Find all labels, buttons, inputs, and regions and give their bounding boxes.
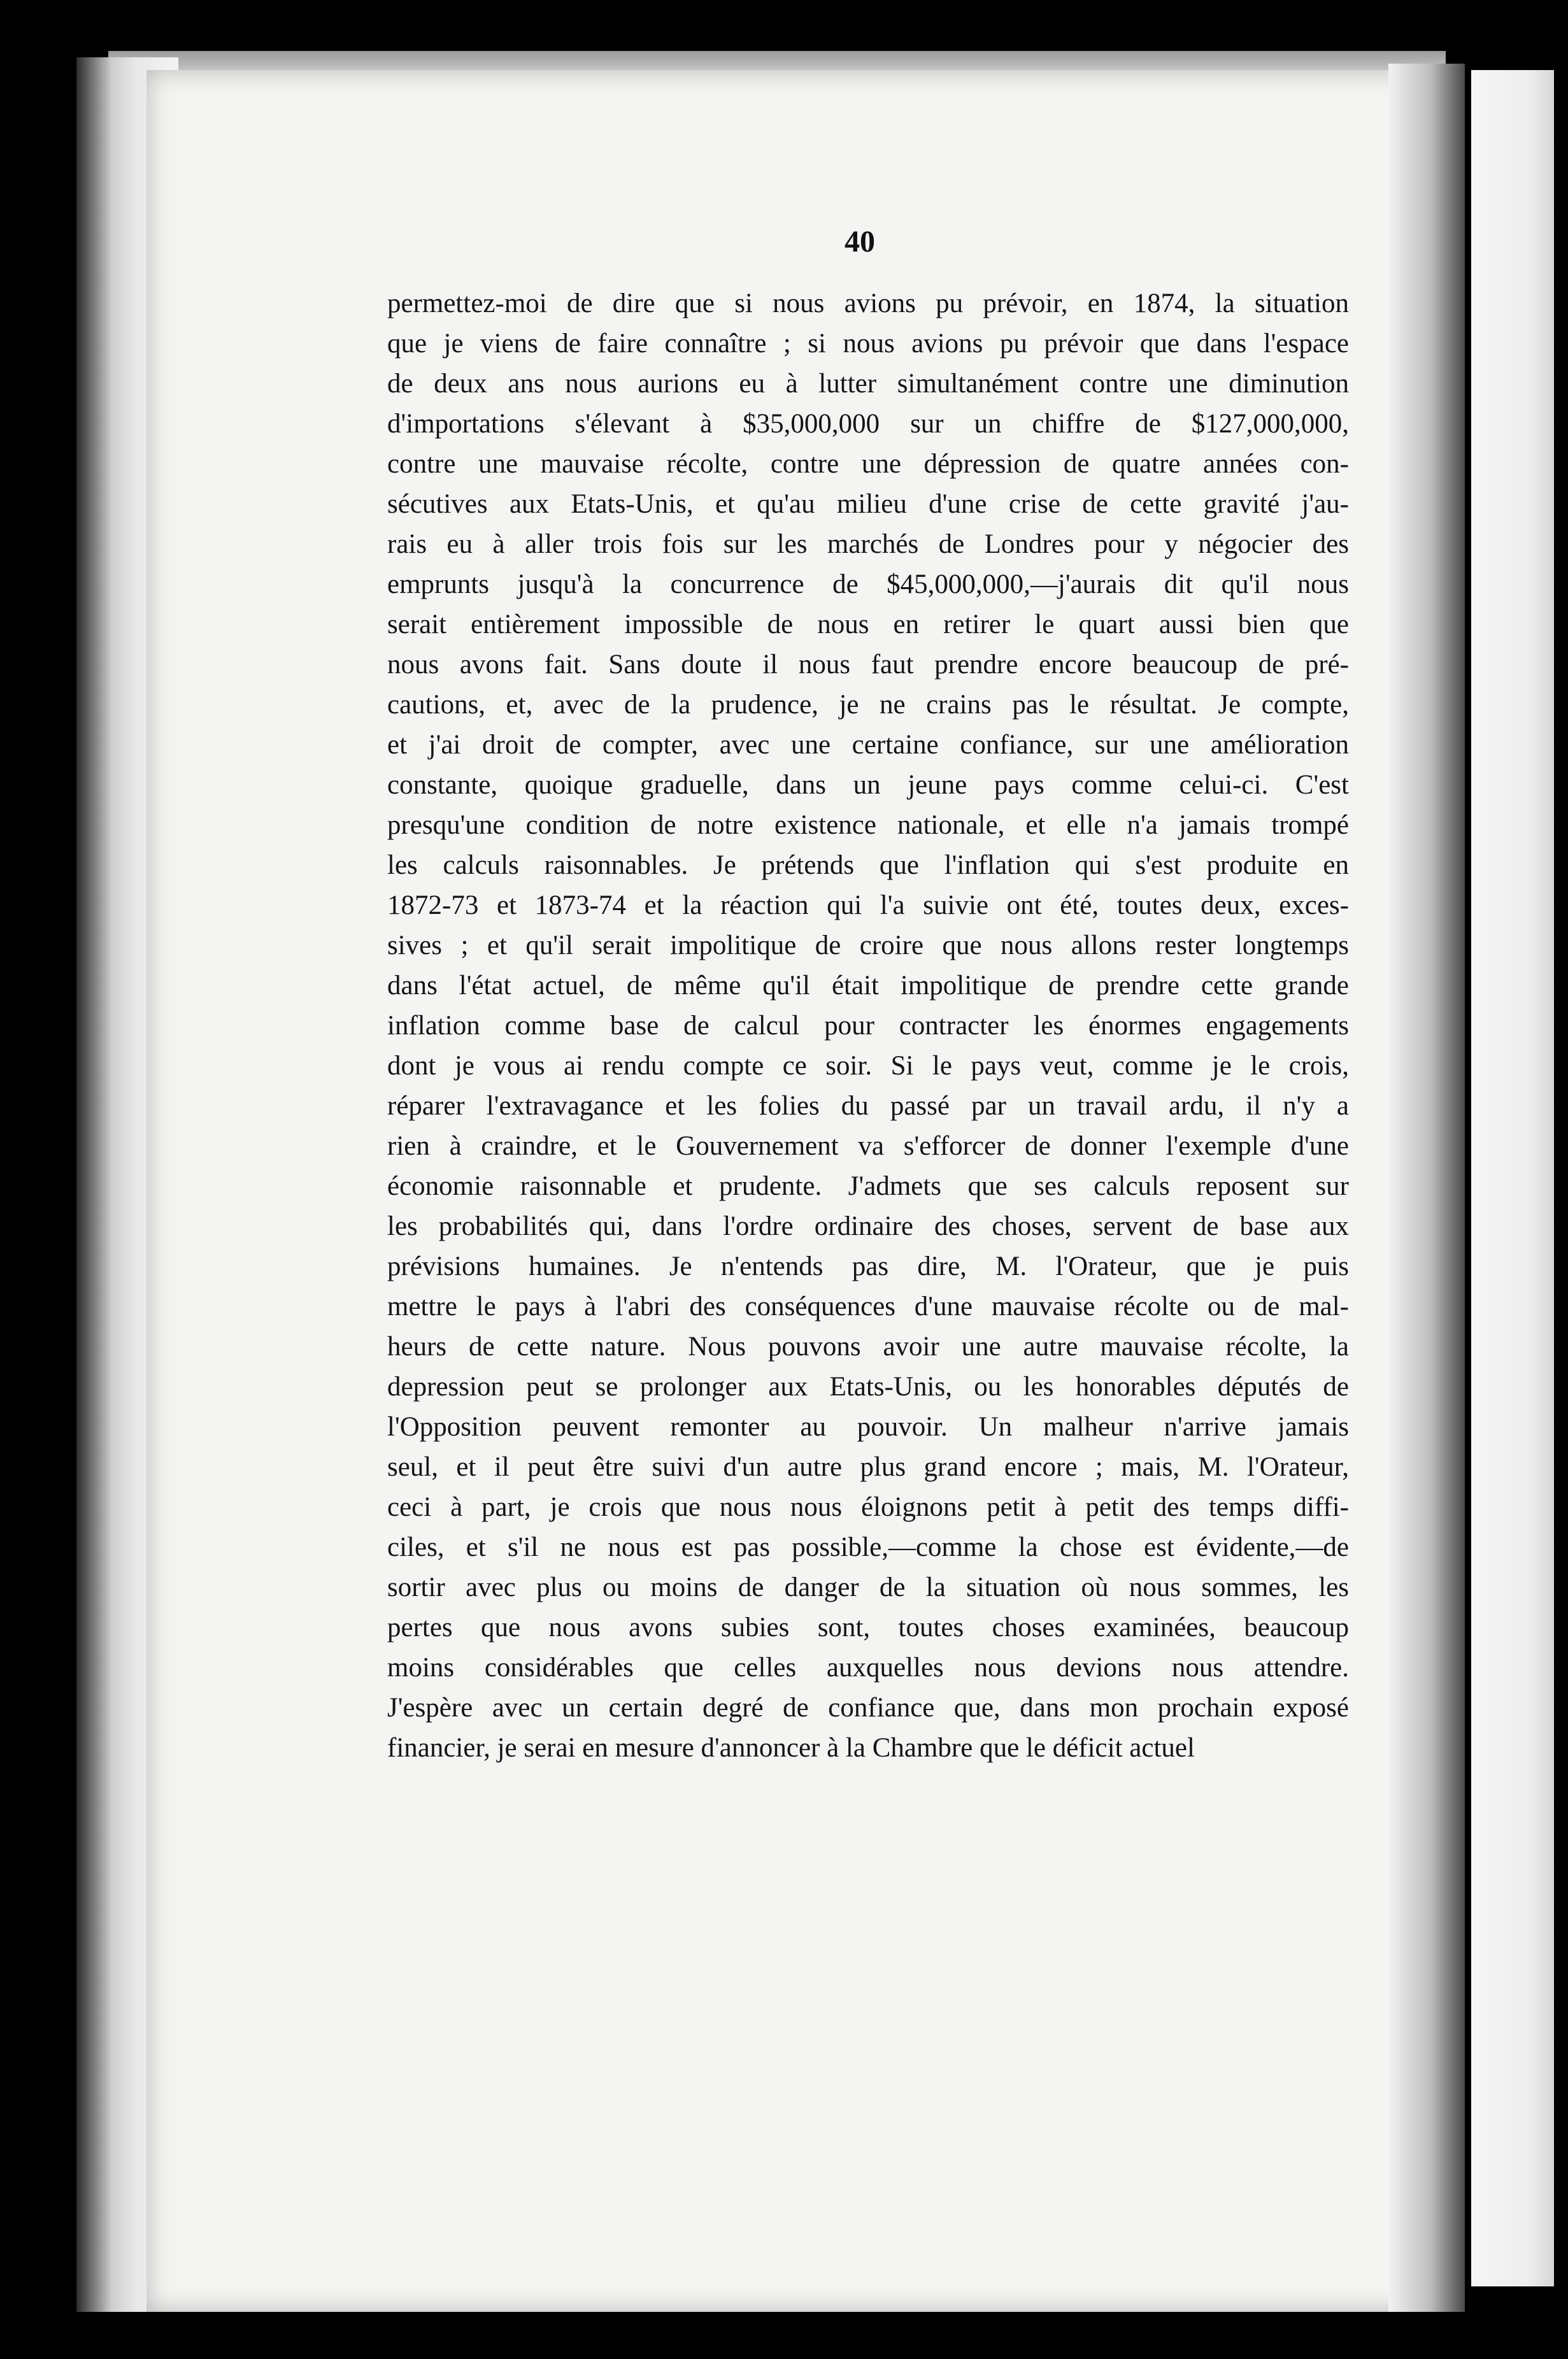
text-line: que je viens de faire connaître ; si nous avions pu prévoir que dans l'espace <box>387 329 1349 359</box>
text-line: cautions, et, avec de la prudence, je ne crains pas le résultat. Je compte, <box>387 690 1349 720</box>
text-line: presqu'une condition de notre existence nationale, et elle n'a jamais trompé <box>387 810 1349 840</box>
text-line: l'Opposition peuvent remonter au pouvoir. Un malheur n'arrive jamais <box>387 1412 1349 1442</box>
text-line: et j'ai droit de compter, avec une certaine confiance, sur une amélioration <box>387 730 1349 760</box>
text-line: pertes que nous avons subies sont, toutes choses examinées, beaucoup <box>387 1613 1349 1643</box>
text-line: inflation comme base de calcul pour contracter les énormes engagements <box>387 1011 1349 1041</box>
text-line: depression peut se prolonger aux Etats-Unis, ou les honorables députés de <box>387 1372 1349 1402</box>
text-line: 1872-73 et 1873-74 et la réaction qui l'a suivie ont été, toutes deux, exces- <box>387 890 1349 920</box>
body-text <box>387 283 1349 1768</box>
text-line: dont je vous ai rendu compte ce soir. Si le pays veut, comme je le crois, <box>387 1051 1349 1081</box>
text-line: ceci à part, je crois que nous nous éloignons petit à petit des temps diffi- <box>387 1492 1349 1522</box>
text-line: serait entièrement impossible de nous en retirer le quart aussi bien que <box>387 609 1349 639</box>
text-line: sives ; et qu'il serait impolitique de croire que nous allons rester longtemps <box>387 930 1349 960</box>
text-line: de deux ans nous aurions eu à lutter simultanément contre une diminution <box>387 369 1349 399</box>
text-line: contre une mauvaise récolte, contre une dépression de quatre années con- <box>387 449 1349 479</box>
text-line: sécutives aux Etats-Unis, et qu'au milieu d'une crise de cette gravité j'au- <box>387 489 1349 519</box>
text-line: permettez-moi de dire que si nous avions pu prévoir, en 1874, la situation <box>387 289 1349 318</box>
text-line: emprunts jusqu'à la concurrence de $45,000,000,—j'aurais dit qu'il nous <box>387 569 1349 599</box>
page-number: 40 <box>845 225 875 259</box>
text-line: les probabilités qui, dans l'ordre ordinaire des choses, servent de base aux <box>387 1211 1349 1241</box>
text-line: nous avons fait. Sans doute il nous faut prendre encore beaucoup de pré- <box>387 650 1349 680</box>
text-line: heurs de cette nature. Nous pouvons avoir une autre mauvaise récolte, la <box>387 1332 1349 1362</box>
text-line: mettre le pays à l'abri des conséquences d'une mauvaise récolte ou de mal- <box>387 1292 1349 1322</box>
text-line: J'espère avec un certain degré de confiance que, dans mon prochain exposé <box>387 1693 1349 1723</box>
text-line: économie raisonnable et prudente. J'admets que ses calculs reposent sur <box>387 1171 1349 1201</box>
text-line: sortir avec plus ou moins de danger de la situation où nous sommes, les <box>387 1572 1349 1602</box>
text-line: constante, quoique graduelle, dans un jeune pays comme celui-ci. C'est <box>387 770 1349 800</box>
text-line: réparer l'extravagance et les folies du passé par un travail ardu, il n'y a <box>387 1091 1349 1121</box>
facing-page-edge <box>1471 70 1554 2286</box>
text-line: les calculs raisonnables. Je prétends que l'inflation qui s'est produite en <box>387 850 1349 880</box>
text-line: rien à craindre, et le Gouvernement va s'efforcer de donner l'exemple d'une <box>387 1131 1349 1161</box>
text-line: financier, je serai en mesure d'annoncer à la Chambre que le déficit actuel <box>387 1733 1195 1763</box>
text-line: prévisions humaines. Je n'entends pas dire, M. l'Orateur, que je puis <box>387 1251 1349 1281</box>
text-line: d'importations s'élevant à $35,000,000 sur un chiffre de $127,000,000, <box>387 409 1349 439</box>
text-line: dans l'état actuel, de même qu'il était impolitique de prendre cette grande <box>387 971 1349 1001</box>
text-line: seul, et il peut être suivi d'un autre plus grand encore ; mais, M. l'Orateur, <box>387 1452 1349 1482</box>
page-gutter-shadow <box>1388 64 1465 2312</box>
text-line: rais eu à aller trois fois sur les marchés de Londres pour y négocier des <box>387 529 1349 559</box>
text-line: moins considérables que celles auxquelles nous devions nous attendre. <box>387 1653 1349 1683</box>
text-line: ciles, et s'il ne nous est pas possible,—comme la chose est évidente,—de <box>387 1532 1349 1562</box>
